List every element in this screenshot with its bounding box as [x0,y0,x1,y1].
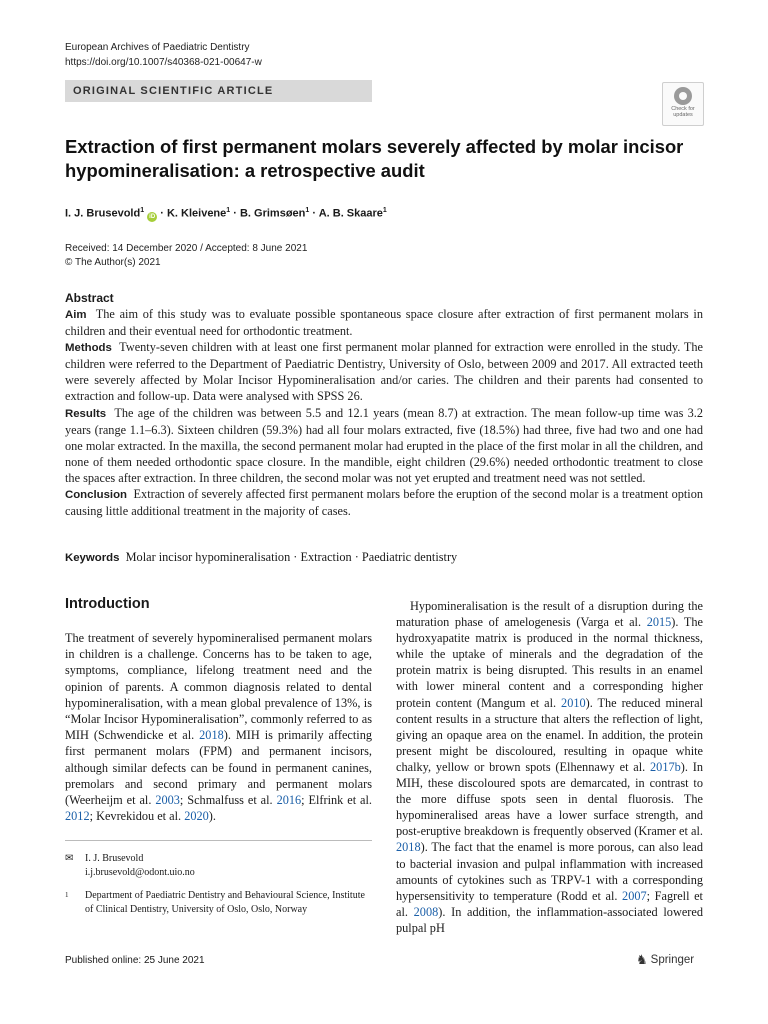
corresponding-name: I. J. Brusevold [85,853,144,864]
text-run: ; Fagrell et al. [396,888,703,919]
badge-line1: Check for [671,106,695,112]
text-run: ; Elfrink et al. [301,793,372,808]
author-name[interactable]: A. B. Skaare [318,207,383,220]
footnote-divider [65,840,372,841]
citation-link[interactable]: 2008 [413,904,439,919]
check-for-updates-badge[interactable] [662,82,704,126]
journal-header [65,40,262,70]
text-run: ; Kevrekidou et al. [89,809,185,824]
conclusion-text: Extraction of severely affected first permanent molars before the eruption of the second molar is a treatment option causing little additional treatment in the majority of cases. [65,487,703,519]
paragraph [65,630,372,824]
article-title: Extraction of first permanent molars severely affected by molar incisor hypomineralisation: a retrospective audit [65,136,684,181]
text-run: ). In addition, the inflammation-associated lowered pulpal pH [396,904,703,935]
abstract-body [65,306,703,519]
aim-label: Aim [65,309,87,321]
citation-link[interactable]: 2012 [65,809,90,824]
affiliation-mark: 1 [65,891,69,899]
author-affil: 1 [140,207,145,214]
author-name[interactable]: I. J. Brusevold [65,207,141,220]
body-column-right [396,598,703,936]
crossmark-icon [674,87,692,105]
corresponding-email[interactable]: i.j.brusevold@odont.uio.no [85,866,195,878]
citation-link[interactable]: 2007 [622,888,647,903]
affiliation-text: Department of Paediatric Dentistry and Behavioural Science, Institute of Clinical Dentistry, University of Oslo, Oslo, Norway [85,890,365,915]
paragraph [396,598,703,936]
doi-link[interactable]: https://doi.org/10.1007/s40368-021-00647-w [65,57,262,68]
text-run: ). MIH is primarily affecting first permanent molars (FPM) and permanent incisors, although similar defects can be found in permanent canines, premolars and second primary and permanent molars (Weerheijm et al. [65,728,372,808]
keywords [65,549,457,566]
author-name[interactable]: K. Kleivene [166,207,227,220]
journal-name: European Archives of Paediatric Dentistry [65,42,250,53]
text-run: ). The fact that the enamel is more porous, can also lead to bacterial invasion and pulpal inflammation with increased amounts of cytokines such as TRPV-1 with a corresponding hypersensitivity to temperature (Rodd et al. [396,840,703,903]
abstract-methods [65,339,703,404]
citation-link[interactable]: 2017b [650,759,681,774]
body-column-left [65,630,372,824]
citation-link[interactable]: 2020 [184,809,209,824]
article-type-banner: ORIGINAL SCIENTIFIC ARTICLE [65,80,372,102]
results-text: The age of the children was between 5.5 and 12.1 years (mean 8.7) at extraction. The mean follow-up time was 3.2 years (range 1.1–6.3). Sixteen children (59.3%) had all four molars extracted, five (18.5%) had three, five had two and one had one molar extracted. In the maxilla, the second permanent molar had erupted in the place of the first molar in all the children, and none of them needed orthodontic space closure. In the mandible, eight children (29.6%) needed orthodontic treatment to close the spaces after extraction. In three children, the second molar was not yet erupted and treatment need was not settled. [65,405,703,485]
author-separator: · [233,207,237,220]
orcid-icon[interactable]: iD [149,213,156,220]
publisher-logo [636,952,694,968]
keywords-text: Molar incisor hypomineralisation · Extraction · Paediatric dentistry [125,550,458,564]
aim-text: The aim of this study was to evaluate possible spontaneous space closure after extraction of first permanent molars in children and their eventual need for orthodontic treatment. [65,307,703,339]
citation-link[interactable]: 2010 [561,695,586,710]
abstract-heading: Abstract [65,291,114,305]
badge-line2: updates [673,112,693,118]
text-run: ). [208,809,216,824]
citation-link[interactable]: 2015 [646,615,672,630]
text-run: The treatment of severely hypomineralised permanent molars in children is a challenge. Concerns has to be taken to age, symptoms, compliance, lifelong treatment need and the opinion of parents. A common diagnosis related to dental hypomineralisation, with a mean global prevalence of 13%, is “Molar Incisor Hypomineralisation”, commonly referred to as MIH (Schwendicke et al. [65,631,372,743]
author-affil: 1 [226,207,231,214]
published-online: Published online: 25 June 2021 [65,955,205,966]
author-list [65,204,387,222]
springer-horse-icon: ♞ [636,952,648,967]
publisher-name: Springer [650,954,695,966]
abstract-aim [65,306,703,339]
citation-link[interactable]: 2018 [199,728,224,743]
envelope-icon: ✉ [65,853,74,864]
received-accepted: Received: 14 December 2020 / Accepted: 8 June 2021 [65,243,308,254]
citation-link[interactable]: 2016 [276,793,302,808]
text-run: Hypomineralisation is the result of a disruption during the maturation phase of amelogenesis (Varga et al. [396,599,703,630]
keywords-label: Keywords [65,552,120,564]
abstract-conclusion [65,486,703,519]
conclusion-label: Conclusion [65,489,128,502]
author-name[interactable]: B. Grimsøen [239,207,306,220]
citation-link[interactable]: 2018 [396,840,421,855]
copyright: © The Author(s) 2021 [65,257,161,268]
abstract-results [65,405,703,486]
article-dates [65,242,307,270]
author-separator: · [312,207,317,220]
author-affil: 1 [305,207,310,214]
introduction-heading: Introduction [65,596,150,612]
methods-text: Twenty-seven children with at least one first permanent molar planned for extraction were enrolled in the study. The children were referred to the Department of Paediatric Dentistry, University of Oslo, between 2009 and 2017. All extracted teeth were severely affected by Molar Incisor Hypomineralisation and/or caries. The children and their parents had consented to extraction and follow-up. Data were analysed with SPSS 26. [65,340,703,404]
text-run: ; Schmalfuss et al. [179,793,277,808]
citation-link[interactable]: 2003 [155,793,180,808]
author-separator: · [160,207,164,220]
author-affil: 1 [382,207,387,214]
text-run: ). The reduced mineral content results in a structure that alters the reflection of light, giving an opaque area on the enamel. In addition, the protein present might be discoloured, resulting in opaque white chalky, yellow or brown spots (Elhennawy et al. [396,695,703,774]
text-run: ). In MIH, these discoloured spots are demarcated, in contrast to the more diffuse spots seen in dental fluorosis. The hypomineralised areas have a lower surface strength, and post-eruptive breakdown is frequently observed (Kramer et al. [396,759,703,839]
results-label: Results [65,407,107,420]
text-run: ). The hydroxyapatite matrix is produced in the normal thickness, while the uptake of minerals and the degradation of the protein matrix is being disrupted. This results in an enamel with lower mineral content and a corresponding higher protein content (Mangum et al. [396,615,703,710]
methods-label: Methods [65,342,112,355]
